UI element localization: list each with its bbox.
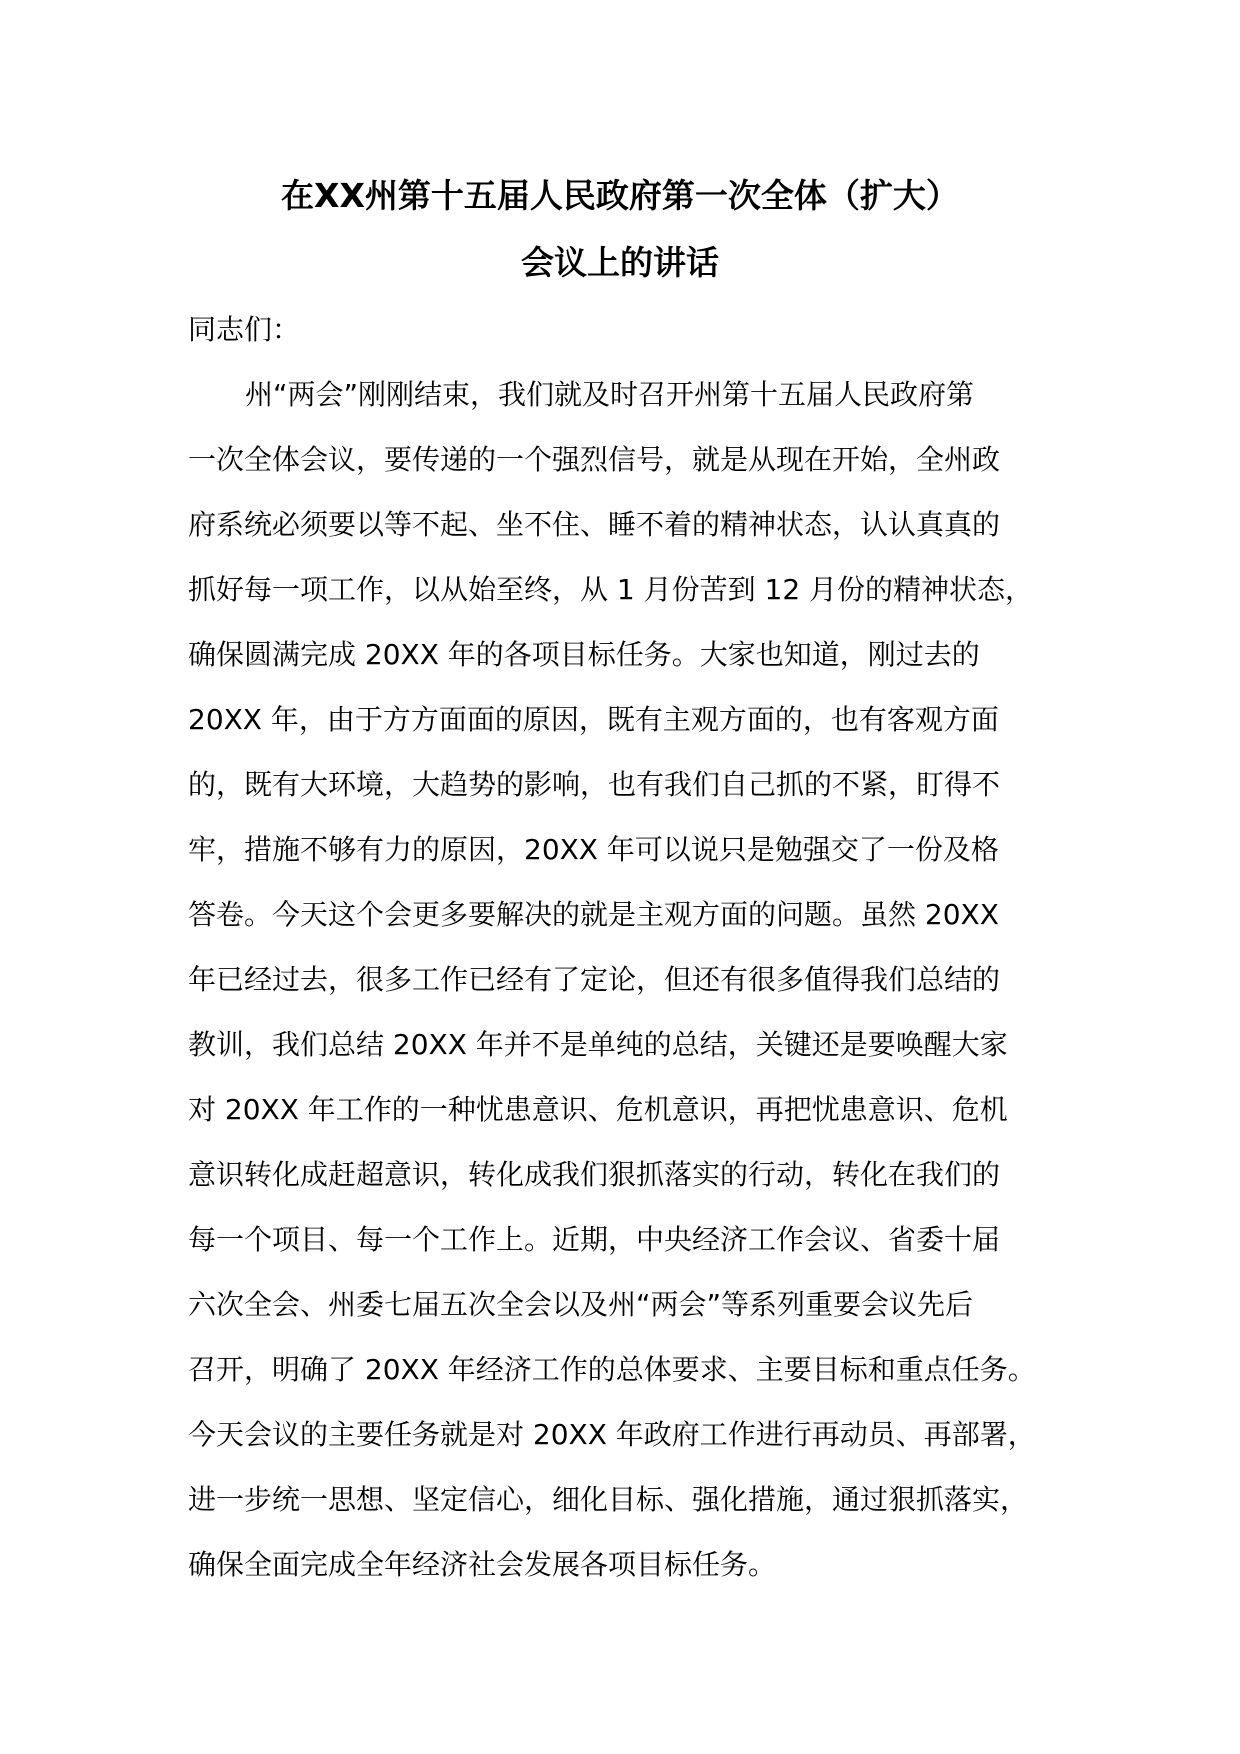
- body-line: 六次全会、州委七届五次全会以及州“两会”等系列重要会议先后: [188, 1288, 974, 1321]
- body-line: 每一个项目、每一个工作上。近期，中央经济工作会议、省委十届: [188, 1223, 1001, 1256]
- body-line: 20XX 年，由于方方面面的原因，既有主观方面的，也有客观方面: [188, 703, 999, 736]
- body-line: 抓好每一项工作，以从始至终，从 1 月份苦到 12 月份的精神状态，: [188, 573, 1034, 606]
- body-line: 对 20XX 年工作的一种忧患意识、危机意识，再把忧患意识、危机: [188, 1093, 1008, 1126]
- body-line: 府系统必须要以等不起、坐不住、睡不着的精神状态，认认真真的: [188, 508, 1001, 541]
- body-line: 进一步统一思想、坚定信心，细化目标、强化措施，通过狠抓落实，: [188, 1483, 1029, 1516]
- body-line: 确保圆满完成 20XX 年的各项目标任务。大家也知道，刚过去的: [188, 638, 980, 671]
- body-line: 年已经过去，很多工作已经有了定论，但还有很多值得我们总结的: [188, 963, 1001, 996]
- body-line: 的，既有大环境，大趋势的影响，也有我们自己抓的不紧，盯得不: [188, 768, 1001, 801]
- body-line: 召开，明确了 20XX 年经济工作的总体要求、主要目标和重点任务。: [188, 1353, 1036, 1386]
- salutation: 同志们：: [188, 313, 301, 346]
- body-line: 牢，措施不够有力的原因，20XX 年可以说只是勉强交了一份及格: [188, 833, 999, 866]
- body-line: 意识转化成赶超意识，转化成我们狠抓落实的行动，转化在我们的: [188, 1158, 1001, 1191]
- body-line: 答卷。今天这个会更多要解决的就是主观方面的问题。虽然 20XX: [188, 898, 999, 931]
- body-line: 州“两会”刚刚结束，我们就及时召开州第十五届人民政府第: [245, 378, 975, 411]
- body-line: 一次全体会议，要传递的一个强烈信号，就是从现在开始，全州政: [188, 443, 1001, 476]
- document-title-line-1: 在XX州第十五届人民政府第一次全体（扩大）: [281, 176, 959, 215]
- document-title-line-2: 会议上的讲话: [521, 243, 719, 282]
- body-line: 教训，我们总结 20XX 年并不是单纯的总结，关键还是要唤醒大家: [188, 1028, 1008, 1061]
- body-line: 确保全面完成全年经济社会发展各项目标任务。: [188, 1548, 777, 1581]
- body-line: 今天会议的主要任务就是对 20XX 年政府工作进行再动员、再部署，: [188, 1418, 1036, 1451]
